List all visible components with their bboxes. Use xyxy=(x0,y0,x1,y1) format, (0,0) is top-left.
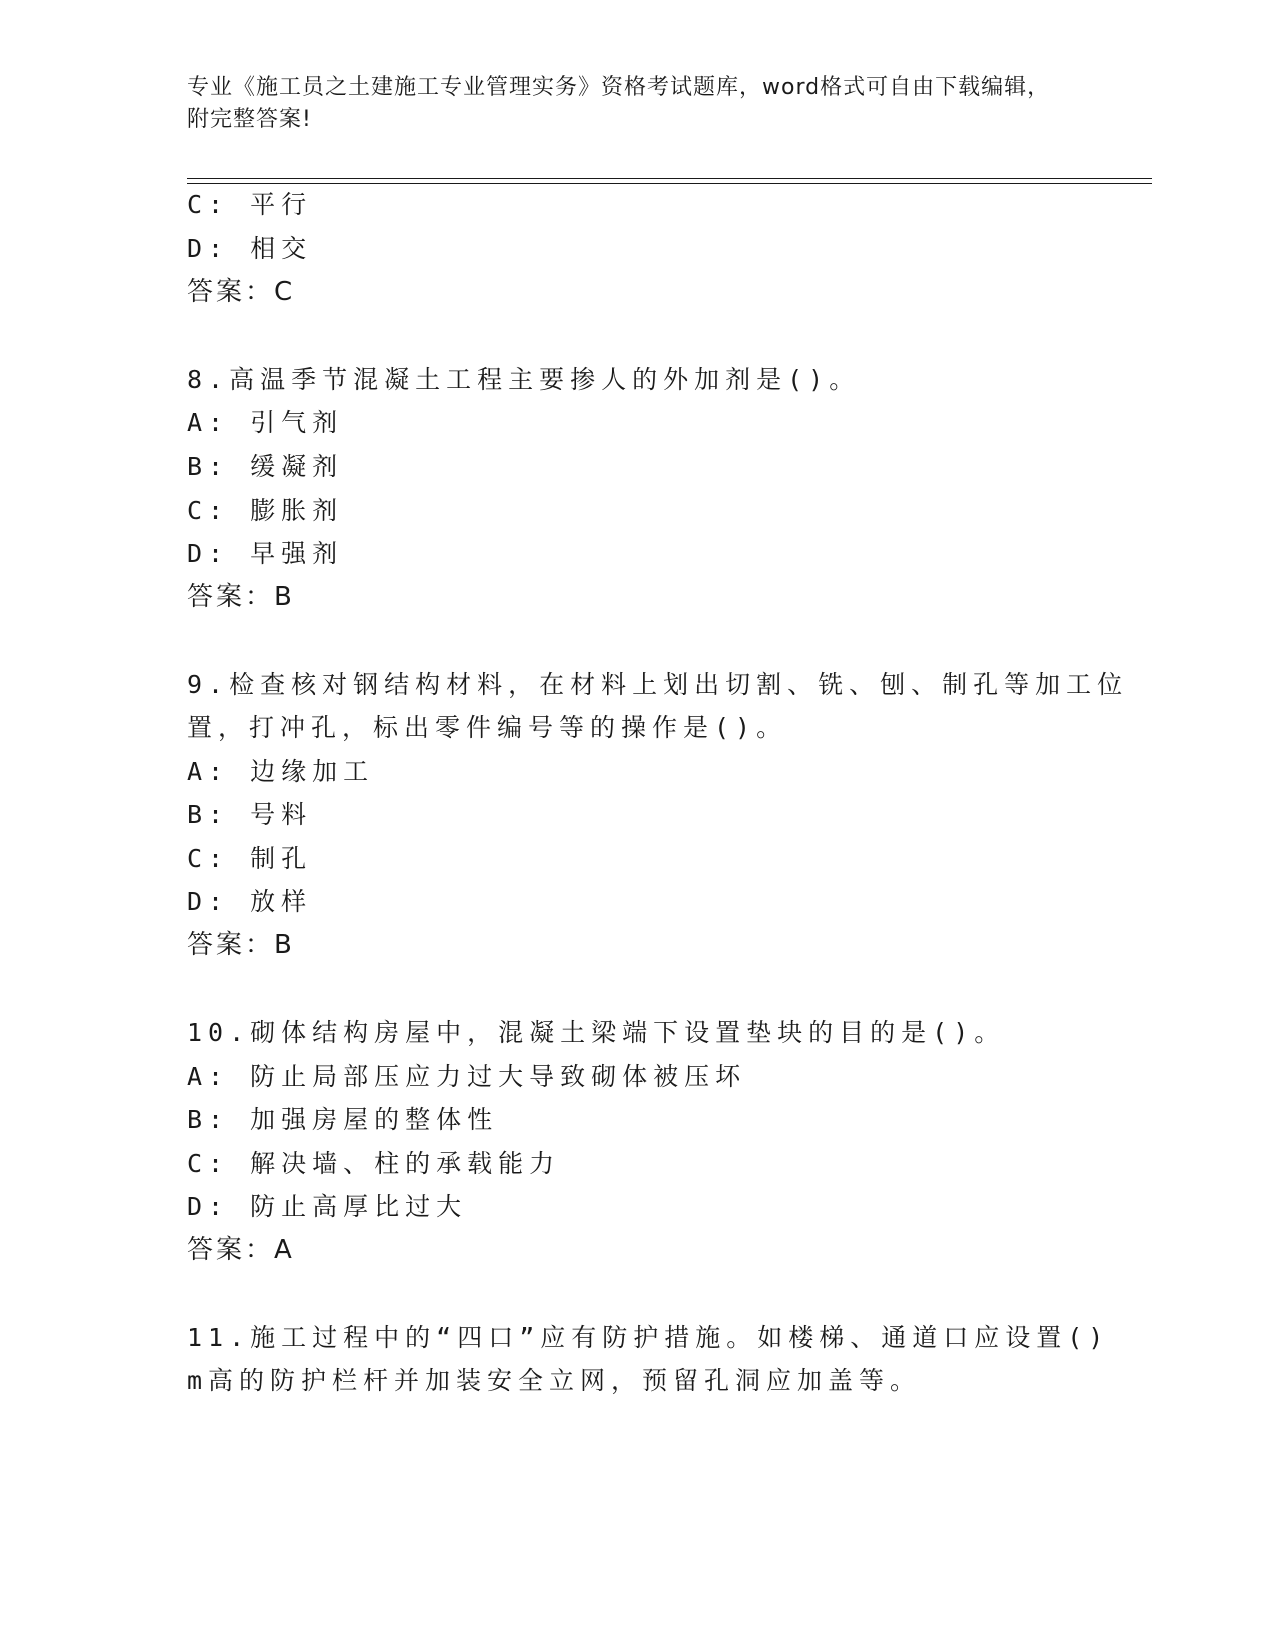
q9-option-b: B: 号料 xyxy=(187,800,313,829)
prev-option-c: C: 平行 xyxy=(187,190,313,219)
header-rule-bottom xyxy=(187,183,1152,184)
q11-stem-line2: m高的防护栏杆并加装安全立网，预留孔洞应加盖等。 xyxy=(187,1366,922,1395)
q11-stem-line1: 11.施工过程中的“四口”应有防护措施。如楼梯、通道口应设置() xyxy=(187,1323,1110,1352)
q10-option-a: A: 防止局部压应力过大导致砌体被压坏 xyxy=(187,1062,747,1091)
prev-option-d: D: 相交 xyxy=(187,234,313,263)
q9-answer: 答案：B xyxy=(187,930,295,960)
q8-option-d: D: 早强剂 xyxy=(187,539,344,568)
q9-option-c: C: 制孔 xyxy=(187,844,313,873)
q10-option-b: B: 加强房屋的整体性 xyxy=(187,1105,499,1134)
header-rule-top xyxy=(187,178,1152,179)
q10-answer: 答案：A xyxy=(187,1235,295,1265)
q8-option-a: A: 引气剂 xyxy=(187,408,344,437)
q10-option-d: D: 防止高厚比过大 xyxy=(187,1192,468,1221)
q9-stem-line1: 9.检查核对钢结构材料，在材料上划出切割、铣、刨、制孔等加工位 xyxy=(187,670,1129,699)
q9-option-a: A: 边缘加工 xyxy=(187,757,375,786)
q10-stem: 10.砌体结构房屋中，混凝土梁端下设置垫块的目的是()。 xyxy=(187,1018,1006,1047)
q9-option-d: D: 放样 xyxy=(187,887,313,916)
prev-answer: 答案：C xyxy=(187,277,296,307)
q8-option-c: C: 膨胀剂 xyxy=(187,496,344,525)
document-header: 专业《施工员之土建施工专业管理实务》资格考试题库，word格式可自由下载编辑，附完整答案! xyxy=(187,75,1051,132)
q9-stem-line2: 置，打冲孔，标出零件编号等的操作是()。 xyxy=(187,713,788,742)
q10-option-c: C: 解决墙、柱的承载能力 xyxy=(187,1149,561,1178)
q8-answer: 答案：B xyxy=(187,582,295,612)
q8-stem: 8.高温季节混凝土工程主要掺人的外加剂是()。 xyxy=(187,365,861,394)
q8-option-b: B: 缓凝剂 xyxy=(187,452,344,481)
